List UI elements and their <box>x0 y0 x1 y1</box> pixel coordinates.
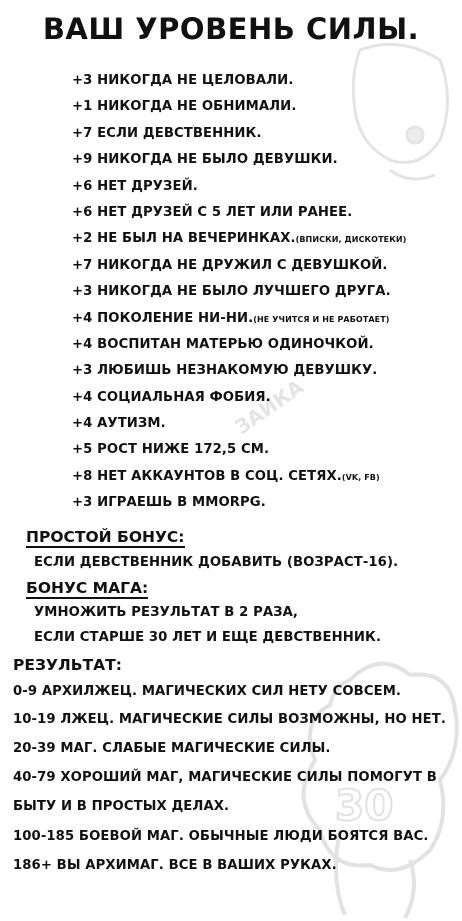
rule-item: +4 ВОСПИТАН МАТЕРЬЮ ОДИНОЧКОЙ. <box>72 336 374 352</box>
svg-text:30: 30 <box>335 781 394 830</box>
rule-item: +2 НЕ БЫЛ НА ВЕЧЕРИНКАХ.(ВПИСКИ, ДИСКОТЕКИ) <box>72 231 407 247</box>
rule-item: +1 НИКОГДА НЕ ОБНИМАЛИ. <box>72 99 297 115</box>
rule-item: +7 НИКОГДА НЕ ДРУЖИЛ С ДЕВУШКОЙ. <box>72 257 388 273</box>
rule-note: (НЕ УЧИТСЯ И НЕ РАБОТАЕТ) <box>253 314 390 324</box>
watermark: ЗАЙКА <box>230 374 309 440</box>
result-line: 100-185 БОЕВОЙ МАГ. ОБЫЧНЫЕ ЛЮДИ БОЯТСЯ ВАС. <box>13 829 429 844</box>
result-heading: РЕЗУЛЬТАТ: <box>13 656 122 674</box>
rule-item: +4 СОЦИАЛЬНАЯ ФОБИЯ. <box>72 389 271 405</box>
rule-item: +4 ПОКОЛЕНИЕ НИ-НИ.(НЕ УЧИТСЯ И НЕ РАБОТАЕТ) <box>72 310 390 326</box>
result-line: 10-19 ЛЖЕЦ. МАГИЧЕСКИЕ СИЛЫ ВОЗМОЖНЫ, НО НЕТ. <box>13 712 446 727</box>
rule-item: +4 АУТИЗМ. <box>72 416 166 432</box>
rule-item: +3 ИГРАЕШЬ В MMORPG. <box>72 495 266 511</box>
simple-bonus-text: ЕСЛИ ДЕВСТВЕННИК ДОБАВИТЬ (ВОЗРАСТ-16). <box>34 555 399 570</box>
result-line: 0-9 АРХИЛЖЕЦ. МАГИЧЕСКИХ СИЛ НЕТУ СОВСЕМ. <box>13 684 402 699</box>
rule-item: +9 НИКОГДА НЕ БЫЛО ДЕВУШКИ. <box>72 152 338 168</box>
result-line: 20-39 МАГ. СЛАБЫЕ МАГИЧЕСКИЕ СИЛЫ. <box>13 741 331 756</box>
result-line: 40-79 ХОРОШИЙ МАГ, МАГИЧЕСКИЕ СИЛЫ ПОМОГУТ В <box>13 770 437 785</box>
rule-item: +5 РОСТ НИЖЕ 172,5 СМ. <box>72 442 270 458</box>
power-rules-list <box>72 68 452 517</box>
mage-bonus-heading: БОНУС МАГА: <box>26 579 149 597</box>
result-line: БЫТУ И В ПРОСТЫХ ДЕЛАХ. <box>13 799 230 814</box>
rule-note: (ВПИСКИ, ДИСКОТЕКИ) <box>295 235 407 245</box>
rule-item: +8 НЕТ АККАУНТОВ В СОЦ. СЕТЯХ.(VK, FB) <box>72 468 380 484</box>
rule-item: +6 НЕТ ДРУЗЕЙ С 5 ЛЕТ ИЛИ РАНЕЕ. <box>72 204 353 220</box>
mage-bonus-line: УМНОЖИТЬ РЕЗУЛЬТАТ В 2 РАЗА, <box>34 605 299 620</box>
mage-bonus-line: ЕСЛИ СТАРШЕ 30 ЛЕТ И ЕЩЕ ДЕВСТВЕННИК. <box>34 630 382 645</box>
result-line: 186+ ВЫ АРХИМАГ. ВСЕ В ВАШИХ РУКАХ. <box>13 858 337 873</box>
page-title: ВАШ УРОВЕНЬ СИЛЫ. <box>42 12 420 46</box>
rule-item: +3 НИКОГДА НЕ ЦЕЛОВАЛИ. <box>72 73 294 88</box>
rule-item: +3 ЛЮБИШЬ НЕЗНАКОМУЮ ДЕВУШКУ. <box>72 363 378 379</box>
rule-note: (VK, FB) <box>341 472 380 482</box>
rule-item: +7 ЕСЛИ ДЕВСТВЕННИК. <box>72 125 262 141</box>
rule-item: +6 НЕТ ДРУЗЕЙ. <box>72 178 198 194</box>
rule-item: +3 НИКОГДА НЕ БЫЛО ЛУЧШЕГО ДРУГА. <box>72 284 391 300</box>
simple-bonus-heading: ПРОСТОЙ БОНУС: <box>26 528 185 546</box>
